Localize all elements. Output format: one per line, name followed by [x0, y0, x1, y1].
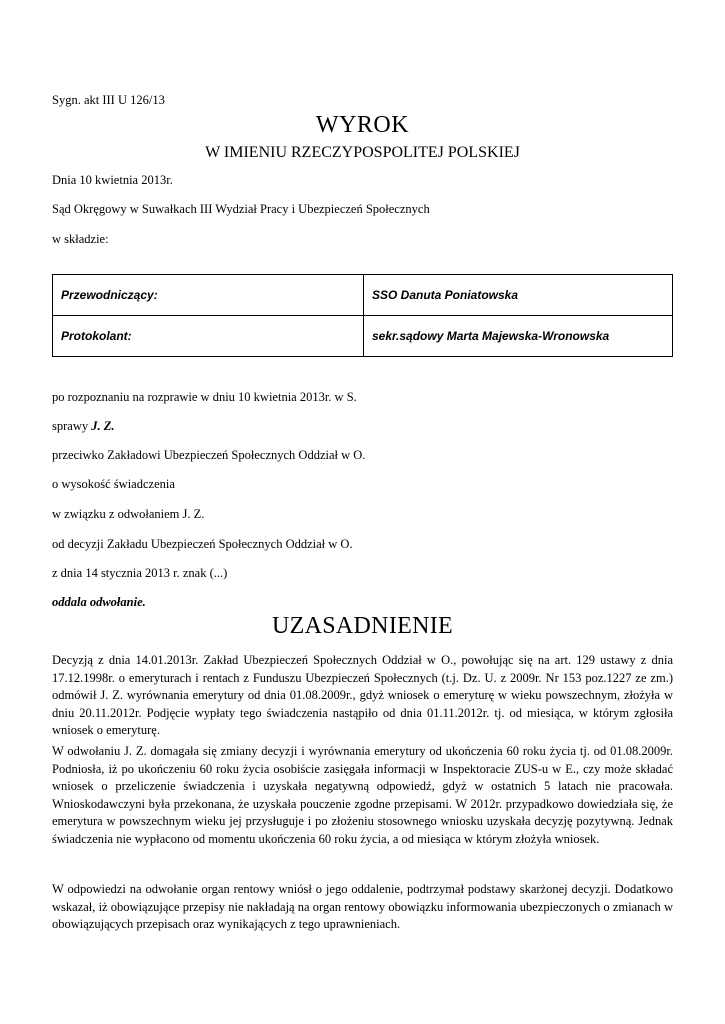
- role-cell: Protokolant:: [53, 316, 364, 357]
- verdict-line: oddala odwołanie.: [52, 595, 146, 609]
- against-line: przeciwko Zakładowi Ubezpieczeń Społecznych Oddział w O.: [52, 448, 366, 462]
- hearing-line: po rozpoznaniu na rozprawie w dniu 10 kwietnia 2013r. w S.: [52, 390, 357, 404]
- decision-date-line: z dnia 14 stycznia 2013 r. znak (...): [52, 566, 228, 580]
- subject-line: o wysokość świadczenia: [52, 477, 175, 491]
- justification-paragraph: W odpowiedzi na odwołanie organ rentowy wniósł o jego oddalenie, podtrzymał podstawy skarżonej decyzji. Dodatkowo wskazał, iż obowiązujące przepisy nie nakładają na organ rentowy obowiązku informowania ubezpieczonych o zmianach w obowiązujących przepisach oraz wynikających z tego uprawnieniach.: [52, 882, 673, 931]
- document-subtitle: W IMIENIU RZECZYPOSPOLITEJ POLSKIEJ: [205, 144, 520, 161]
- table-row: [53, 275, 673, 316]
- composition-label: w składzie:: [52, 232, 109, 246]
- composition-table: [52, 274, 673, 357]
- case-signature: Sygn. akt III U 126/13: [52, 93, 165, 107]
- case-prefix: sprawy: [52, 419, 92, 433]
- case-party: J. Z.: [91, 419, 115, 433]
- judgment-date: Dnia 10 kwietnia 2013r.: [52, 173, 173, 187]
- person-cell: sekr.sądowy Marta Majewska-Wronowska: [364, 316, 673, 357]
- person-cell: SSO Danuta Poniatowska: [364, 275, 673, 316]
- table-row: [53, 316, 673, 357]
- decision-line: od decyzji Zakładu Ubezpieczeń Społecznych Oddział w O.: [52, 537, 353, 551]
- case-line: [52, 419, 115, 434]
- document-title: WYROK: [315, 112, 410, 138]
- court-name: Sąd Okręgowy w Suwałkach III Wydział Pracy i Ubezpieczeń Społecznych: [52, 202, 430, 216]
- justification-paragraph: Decyzją z dnia 14.01.2013r. Zakład Ubezpieczeń Społecznych Oddział w O., powołując się na art. 129 ustawy z dnia 17.12.1998r. o emeryturach i rentach z Funduszu Ubezpieczeń Społecznych (t.j. Dz. U. z 2009r. Nr 153 poz.1227 ze zm.) odmówił J. Z. wyrównania emerytury od dnia 01.08.2009r., gdyż wniosek o emeryturę w wieku powszechnym, złożyła w dniu 20.11.2012r. Podjęcie wypłaty tego świadczenia nastąpiło od dnia 01.11.2012r. tj. od miesiąca, w którym zgłosiła wniosek o emeryturę.: [52, 653, 673, 737]
- justification-title: UZASADNIENIE: [272, 613, 453, 639]
- justification-paragraph: W odwołaniu J. Z. domagała się zmiany decyzji i wyrównania emerytury od ukończenia 60 roku życia tj. od 01.08.2009r. Podniosła, iż po ukończeniu 60 roku życia osobiście zasięgała informacji w Inspektoracie ZUS-u w E., czy może składać wniosek o przeliczenie świadczenia i uzyskała negatywną odpowiedź, gdyż w ostatnich 5 latach nie pracowała. Wnioskodawczyni była przekonana, że uzyskała pouczenie zgodne przepisami. W 2012r. przypadkowo dowiedziała się, że emerytura w powszechnym wieku jej przysługuje i po złożeniu stosownego wniosku uzyskała decyzję pozytywną. Jednak świadczenia nie wypłacono od momentu ukończenia 60 roku życia, a od miesiąca w którym złożyła wniosek.: [52, 744, 673, 846]
- role-cell: Przewodniczący:: [53, 275, 364, 316]
- appeal-line: w związku z odwołaniem J. Z.: [52, 507, 205, 521]
